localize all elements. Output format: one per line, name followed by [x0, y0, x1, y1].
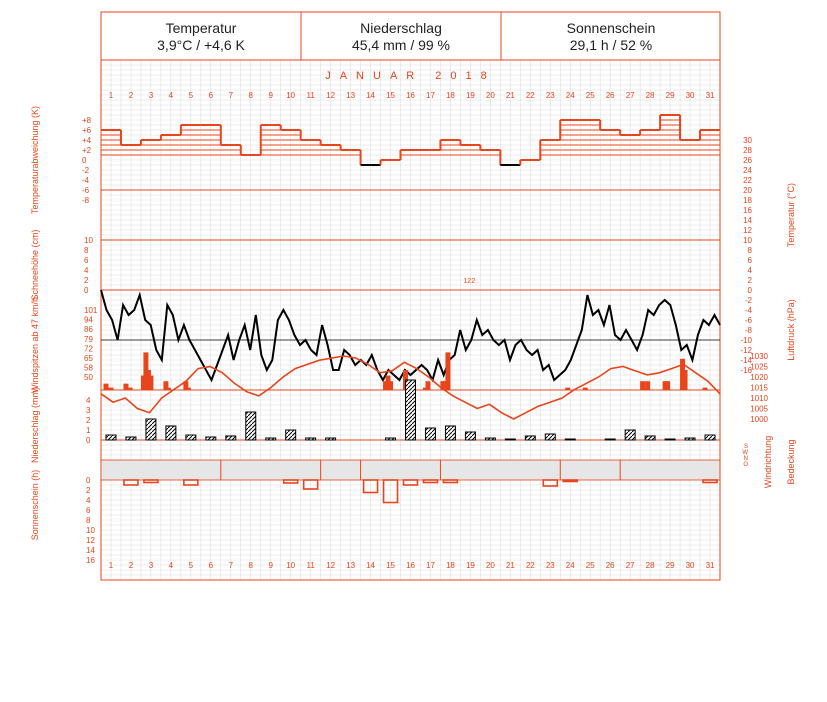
day-label-bottom: 30	[685, 561, 695, 570]
precip-bar	[625, 430, 635, 440]
header-precipitation-title: Niederschlag	[360, 20, 442, 36]
snow-axis-title: Schneehöhe (cm)	[30, 229, 40, 301]
sunshine-tick: 14	[86, 546, 95, 555]
temperature-tick: 2	[747, 276, 752, 285]
precip-bar	[126, 437, 136, 440]
wind-gust-bar	[645, 381, 650, 390]
temperature-tick: -14	[740, 356, 752, 365]
day-label-top: 19	[465, 91, 475, 100]
precip-bar	[485, 438, 495, 440]
precip-bar	[445, 426, 455, 440]
pressure-tick: 1005	[750, 404, 768, 414]
day-label-top: 1	[108, 91, 114, 100]
temperature-tick: 26	[743, 156, 752, 165]
day-label-top: 20	[485, 91, 495, 100]
temperature-tick: -6	[744, 316, 752, 325]
temperature-tick: 8	[747, 246, 752, 255]
precip-bar	[226, 436, 236, 440]
precip-bar	[166, 426, 176, 440]
day-label-bottom: 7	[228, 561, 234, 570]
day-label-top: 21	[505, 91, 515, 100]
pressure-tick: 1020	[750, 373, 768, 382]
day-label-bottom: 29	[665, 561, 675, 570]
weather-type-band	[101, 460, 720, 480]
day-label-bottom: 23	[545, 561, 555, 570]
sunshine-tick: 8	[86, 516, 91, 525]
precip-tick: 0	[86, 436, 91, 445]
wind-gust-bar	[445, 352, 450, 390]
temperature-tick: 12	[743, 226, 752, 235]
header-temperature-value: 3,9°C / +4,6 K	[157, 37, 245, 53]
snow-tick: 10	[84, 236, 93, 245]
sunshine-bar	[563, 480, 577, 482]
wind-tick: 50	[84, 373, 93, 383]
sunshine-tick: 0	[86, 476, 91, 485]
temperature-tick: 10	[743, 236, 752, 245]
temperature-tick: -12	[740, 346, 752, 355]
precip-bar	[386, 438, 396, 440]
day-label-top: 26	[605, 91, 615, 100]
day-label-top: 17	[426, 91, 435, 100]
day-label-bottom: 31	[705, 561, 715, 570]
precip-tick: 4	[86, 396, 91, 405]
day-label-bottom: 15	[386, 561, 395, 570]
month-title: JANUAR 2018	[325, 70, 496, 82]
day-label-top: 10	[286, 91, 296, 100]
temperature-tick: 18	[743, 196, 752, 205]
precip-bar	[705, 435, 715, 440]
precip-bar	[406, 380, 416, 440]
day-label-top: 2	[128, 91, 134, 100]
cloud-cover-axis-title: Bedeckung	[786, 439, 796, 485]
anomaly-tick: -8	[82, 196, 90, 205]
wind-tick: 65	[84, 354, 93, 363]
wind-gust-bar	[186, 388, 191, 390]
anomaly-tick: -4	[82, 176, 90, 185]
anomaly-tick: +4	[82, 136, 92, 145]
day-label-bottom: 17	[426, 561, 435, 570]
wind-tick: 86	[84, 325, 93, 335]
snow-tick: 4	[84, 266, 89, 275]
wind-gust-bar	[665, 381, 670, 390]
wind-tick: 58	[84, 363, 93, 373]
precip-bar	[605, 439, 615, 440]
wind-gust-bar	[565, 388, 570, 390]
pressure-tick: 1030	[750, 352, 768, 361]
temperature-tick: -2	[744, 296, 752, 305]
day-label-bottom: 6	[208, 561, 214, 570]
temperature-tick: -10	[740, 336, 752, 345]
day-label-top: 25	[585, 91, 595, 100]
precip-bar	[106, 435, 116, 440]
precip-bar	[326, 438, 336, 440]
precip-bar	[565, 439, 575, 440]
day-label-bottom: 26	[605, 561, 615, 570]
header-sunshine-title: Sonnenschein	[566, 20, 656, 36]
precip-tick: 2	[86, 416, 91, 425]
temperature-tick: 16	[743, 206, 752, 215]
day-label-top: 31	[705, 91, 715, 100]
day-label-top: 30	[685, 91, 695, 100]
anomaly-tick: -6	[82, 186, 90, 195]
anomaly-tick: -2	[82, 166, 90, 175]
day-label-top: 22	[525, 91, 535, 100]
precip-bar	[505, 439, 515, 440]
day-label-top: 14	[366, 91, 376, 100]
temperature-tick: 30	[743, 136, 752, 145]
day-label-top: 13	[346, 91, 356, 100]
day-label-top: 8	[248, 91, 253, 100]
day-label-bottom: 10	[286, 561, 296, 570]
day-label-bottom: 19	[465, 561, 475, 570]
day-label-top: 3	[148, 91, 154, 100]
temperature-tick: -8	[744, 326, 752, 335]
wind-gust-bar	[683, 370, 688, 390]
day-label-top: 11	[306, 91, 315, 100]
precip-tick: 3	[86, 406, 91, 415]
wind-gust-bar	[388, 381, 393, 390]
precip-bar	[465, 432, 475, 440]
day-label-top: 28	[645, 91, 655, 100]
snow-max-label: 122	[463, 278, 476, 285]
wind-dir-tick: O	[743, 462, 748, 468]
wind-gust-bar	[703, 388, 708, 390]
wind-direction-axis-title: Windrichtung	[763, 435, 773, 489]
pressure-tick: 1025	[750, 362, 768, 372]
day-label-bottom: 12	[326, 561, 336, 570]
sunshine-tick: 12	[86, 536, 95, 545]
precip-bar	[306, 438, 316, 440]
anomaly-tick: 0	[82, 156, 87, 165]
day-label-top: 24	[565, 91, 575, 100]
day-label-bottom: 8	[248, 561, 253, 570]
sunshine-tick: 6	[86, 506, 91, 515]
day-label-bottom: 5	[188, 561, 194, 570]
wind-tick: 72	[84, 344, 93, 354]
wind-gust-bar	[166, 388, 171, 390]
day-label-top: 6	[208, 91, 214, 100]
precip-bar	[206, 437, 216, 440]
sunshine-tick: 10	[86, 526, 95, 535]
temperature-tick: 22	[743, 176, 752, 185]
temperature-tick: -16	[740, 366, 752, 375]
day-label-top: 12	[326, 91, 336, 100]
anomaly-tick: +2	[82, 146, 92, 155]
snow-tick: 2	[84, 276, 89, 285]
temperature-tick: 14	[743, 216, 752, 225]
pressure-axis-title: Luftdruck (hPa)	[786, 299, 796, 361]
sunshine-tick: 4	[86, 496, 91, 505]
day-label-bottom: 13	[346, 561, 356, 570]
wind-gust-bar	[425, 381, 430, 390]
day-label-bottom: 21	[505, 561, 515, 570]
precip-bar	[645, 436, 655, 440]
wind-tick: 79	[84, 334, 93, 344]
sunshine-tick: 2	[86, 486, 91, 495]
day-label-top: 5	[188, 91, 194, 100]
temperature-axis-title: Temperatur (°C)	[786, 182, 796, 248]
wind-gust-bar	[108, 388, 113, 390]
header-temperature-title: Temperatur	[165, 20, 237, 36]
anomaly-tick: +8	[82, 116, 92, 125]
precip-bar	[266, 438, 276, 440]
pressure-tick: 1010	[750, 394, 768, 403]
day-label-top: 27	[625, 91, 635, 100]
anomaly-tick: +6	[82, 126, 92, 135]
precip-bar	[425, 428, 435, 440]
snow-tick: 6	[84, 256, 89, 265]
day-label-top: 29	[665, 91, 675, 100]
sunshine-tick: 16	[86, 556, 95, 565]
day-label-bottom: 24	[565, 561, 575, 570]
day-label-bottom: 27	[625, 561, 635, 570]
precip-bar	[146, 419, 156, 440]
temperature-tick: 28	[743, 146, 752, 155]
precip-bar	[246, 412, 256, 440]
wind-tick: 101	[84, 306, 98, 315]
day-label-bottom: 14	[366, 561, 376, 570]
precip-axis-title: Niederschlag (mm)	[30, 386, 40, 464]
temperature-tick: 0	[747, 286, 752, 295]
day-label-bottom: 22	[525, 561, 535, 570]
day-label-top: 9	[268, 91, 273, 100]
day-label-bottom: 3	[148, 561, 154, 570]
header-sunshine-value: 29,1 h / 52 %	[569, 37, 653, 53]
temperature-tick: 20	[743, 186, 752, 195]
day-label-bottom: 16	[406, 561, 415, 570]
precip-bar	[525, 436, 535, 440]
temperature-tick: 4	[747, 266, 752, 275]
precip-bar	[186, 435, 196, 440]
day-label-bottom: 18	[445, 561, 455, 570]
wind-gust-bar	[128, 388, 133, 390]
temperature-tick: 6	[747, 256, 752, 265]
anomaly-axis-title: Temperaturabweichung (K)	[30, 105, 40, 215]
precip-bar	[685, 438, 695, 440]
snow-tick: 0	[84, 286, 89, 295]
temperature-tick: 24	[743, 166, 752, 175]
header-precipitation-value: 45,4 mm / 99 %	[351, 37, 451, 53]
wind-axis-title: Windspitzen ab 47 km/h	[30, 296, 40, 394]
day-label-bottom: 20	[485, 561, 495, 570]
wind-gust-bar	[103, 384, 108, 390]
wind-gust-bar	[148, 376, 153, 390]
pressure-tick: 1015	[750, 383, 768, 393]
day-label-top: 23	[545, 91, 555, 100]
wind-dir-tick: W	[742, 450, 748, 456]
temperature-tick: -4	[744, 306, 752, 315]
wind-dir-tick: S	[743, 444, 748, 450]
day-label-bottom: 1	[108, 561, 114, 570]
day-label-bottom: 11	[306, 561, 315, 570]
day-label-bottom: 4	[168, 561, 174, 570]
day-label-bottom: 25	[585, 561, 595, 570]
day-label-bottom: 2	[128, 561, 134, 570]
day-label-top: 16	[406, 91, 415, 100]
sunshine-axis-title: Sonnenschein (h)	[30, 469, 40, 541]
day-label-bottom: 9	[268, 561, 273, 570]
wind-tick: 94	[84, 315, 93, 325]
day-label-bottom: 28	[645, 561, 655, 570]
day-label-top: 18	[445, 91, 455, 100]
precip-tick: 1	[86, 426, 91, 435]
day-label-top: 4	[168, 91, 174, 100]
precip-bar	[286, 430, 296, 440]
pressure-tick: 1000	[750, 415, 768, 424]
day-label-top: 7	[228, 91, 234, 100]
precip-bar	[545, 434, 555, 440]
wind-dir-tick: N	[743, 456, 748, 462]
snow-tick: 8	[84, 246, 89, 255]
wind-gust-bar	[583, 388, 588, 390]
precip-bar	[665, 439, 675, 440]
day-label-top: 15	[386, 91, 395, 100]
